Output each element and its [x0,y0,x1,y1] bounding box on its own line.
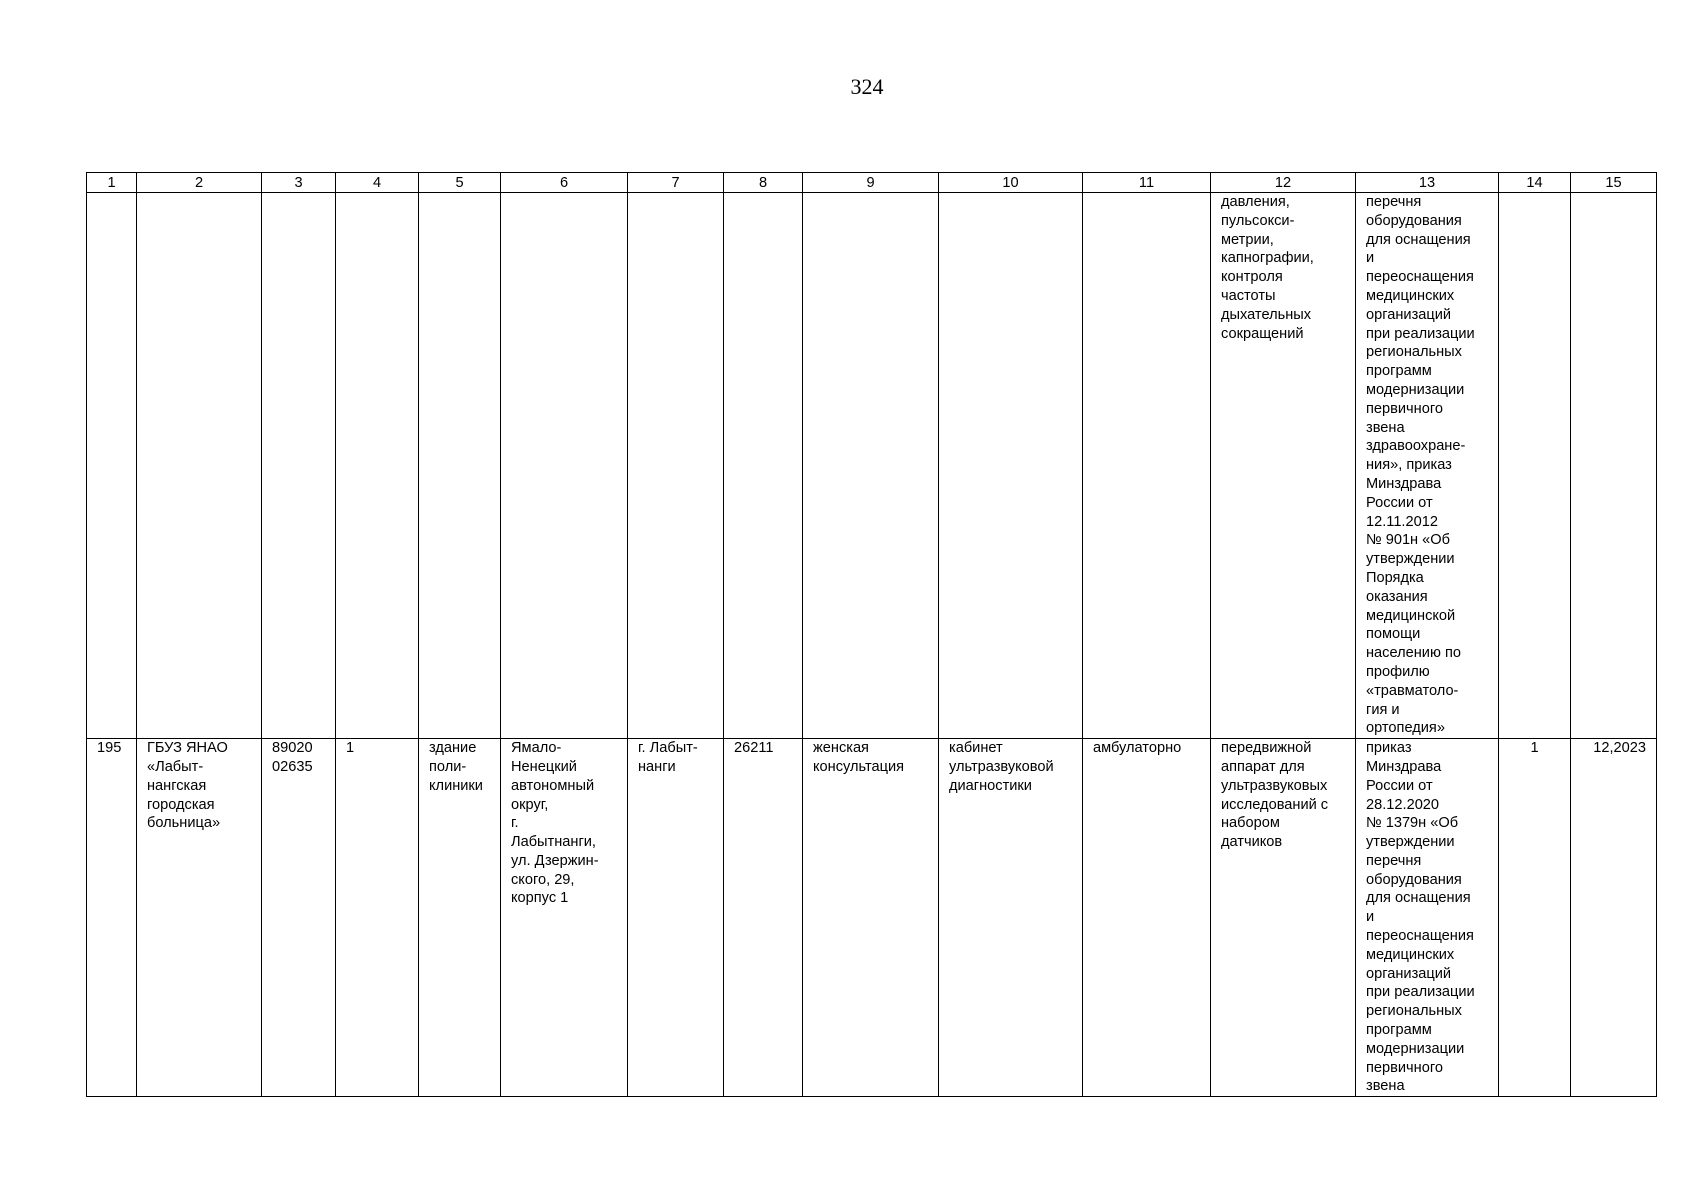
table-cell [262,193,336,739]
table-cell [501,193,628,739]
table-cell [1571,739,1657,1097]
settlement: г. Лабыт- нанги [638,740,698,775]
care-condition: амбулаторно [1093,740,1182,757]
table-cell [628,193,724,739]
table-cell [803,193,939,739]
table-row [87,739,1657,1097]
page-number: 324 [850,74,884,99]
table-cell [1211,739,1356,1097]
code: 26211 [734,740,774,757]
address: Ямало- Ненецкий автономный округ, г. Лабытнанги, ул. Дзержин- ского, 29, корпус 1 [511,740,599,907]
cell-text: перечня оборудования для оснащения и переоснащения медицинских организаций при реализации региональных программ модернизации первичного звена здравоохране- ния», приказ Минздрава России от 12.11.2012 № 901н «Об утверждении Порядка оказания медицинской помощи населению по профилю «травматоло- гия и ортопедия» [1366,194,1475,737]
table-cell [1211,193,1356,739]
table-cell [1356,193,1499,739]
legal-basis: приказ Минздрава России от 28.12.2020 № 1379н «Об утверждении перечня оборудования для оснащения и переоснащения медицинских организаций при реализации региональных программ модернизации первичного звена [1366,740,1475,1095]
column-header: 11 [1083,173,1211,193]
table-cell [1083,193,1211,739]
column-header: 13 [1356,173,1499,193]
table-cell [87,193,137,739]
column-header: 8 [724,173,803,193]
table-cell [939,193,1083,739]
building-type: здание поли- клиники [429,740,483,794]
column-header: 5 [419,173,501,193]
cell-text: давления, пульсокси- метрии, капнографии, контроля частоты дыхательных сокращений [1221,194,1314,342]
inn-code: 89020 02635 [272,740,313,775]
table-cell [1499,193,1571,739]
column-header: 3 [262,173,336,193]
table-cell [939,739,1083,1097]
quantity: 1 [1530,740,1539,757]
table-cell [803,739,939,1097]
table-cell [1356,739,1499,1097]
column-header: 9 [803,173,939,193]
column-header: 15 [1571,173,1657,193]
table-cell [419,739,501,1097]
table-cell [1083,739,1211,1097]
column-header: 7 [628,173,724,193]
table-cell [137,739,262,1097]
column-header: 10 [939,173,1083,193]
table-cell [501,739,628,1097]
table-row [87,193,1657,739]
table-cell [262,739,336,1097]
table-cell [336,193,419,739]
cabinet: кабинет ультразвуковой диагностики [949,740,1054,794]
delivery-date: 12,2023 [1593,740,1646,757]
organization-name: ГБУЗ ЯНАО «Лабыт- нангская городская больница» [147,740,228,832]
table-cell [87,739,137,1097]
table-cell [336,739,419,1097]
column-header: 6 [501,173,628,193]
table-cell [628,739,724,1097]
column-header: 14 [1499,173,1571,193]
equipment-name: передвижной аппарат для ультразвуковых исследований с набором датчиков [1221,740,1329,851]
table-cell [724,193,803,739]
table-header-row [87,173,1657,193]
column-header: 1 [87,173,137,193]
table-cell [724,739,803,1097]
row-number: 195 [97,740,122,757]
column-header: 2 [137,173,262,193]
column-header: 4 [336,173,419,193]
unit-type: женская консультация [813,740,905,775]
table-cell [137,193,262,739]
column-header: 12 [1211,173,1356,193]
cell-text: 1 [346,740,355,757]
table-cell [1571,193,1657,739]
table-cell [1499,739,1571,1097]
equipment-table [86,172,1657,1097]
table-cell [419,193,501,739]
